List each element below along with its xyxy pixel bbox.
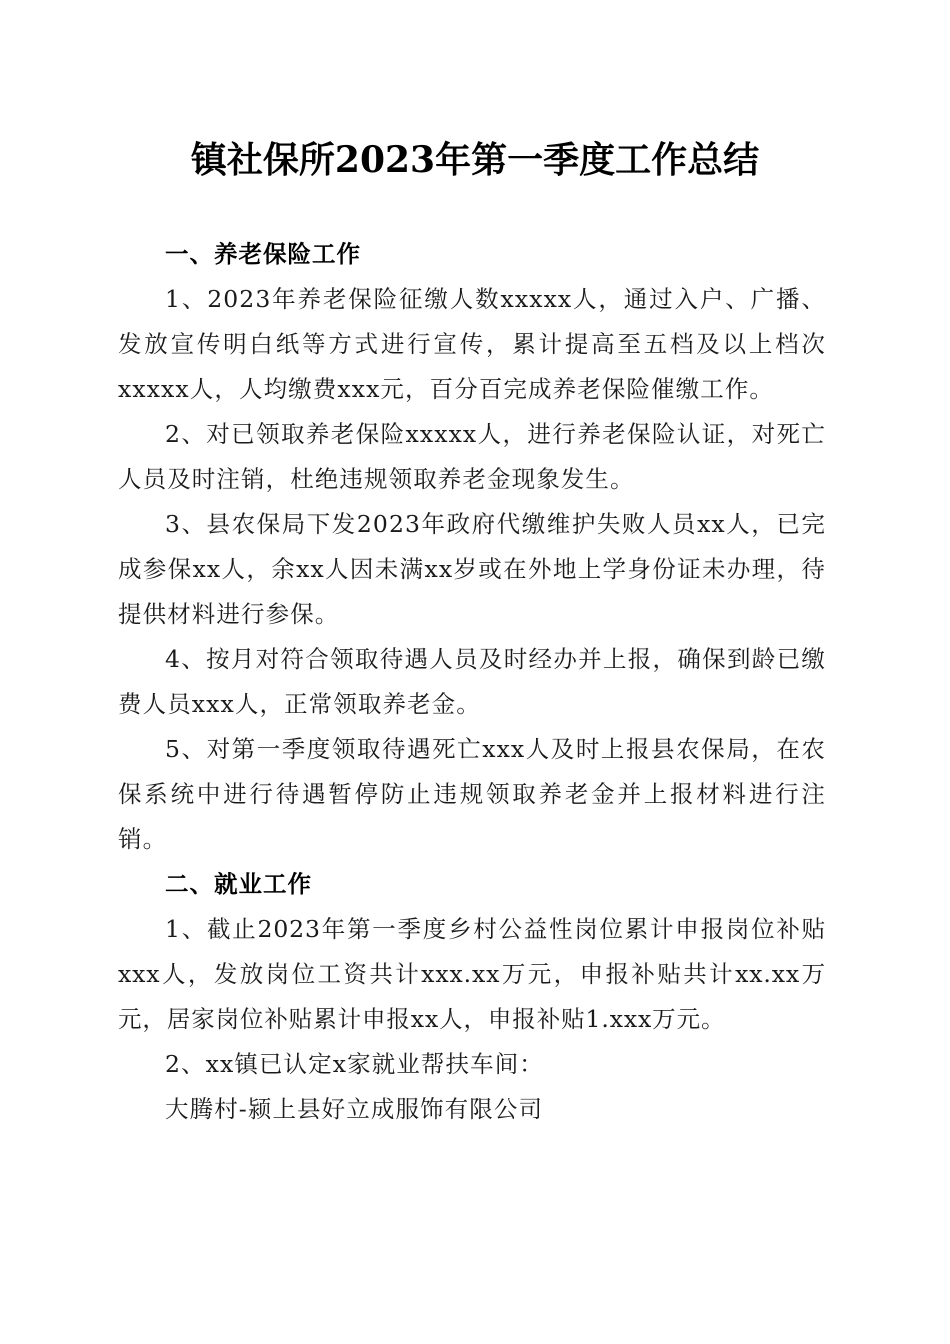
paragraph: 1、2023年养老保险征缴人数xxxxx人，通过入户、广播、发放宣传明白纸等方式进行宣传，累计提高至五档及以上档次xxxxx人，人均缴费xxx元，百分百完成养老保险催缴工作。 (118, 285, 826, 403)
paragraph: 4、按月对符合领取待遇人员及时经办并上报，确保到龄已缴费人员xxx人，正常领取养老金。 (118, 645, 826, 718)
document-title: 镇社保所2023年第一季度工作总结 (190, 139, 760, 181)
paragraph: 1、截止2023年第一季度乡村公益性岗位累计申报岗位补贴xxx人，发放岗位工资共计xxx.xx万元，申报补贴共计xx.xx万元，居家岗位补贴累计申报xx人，申报补贴1.xxx万元。 (118, 915, 826, 1033)
paragraph: 5、对第一季度领取待遇死亡xxx人及时上报县农保局，在农保系统中进行待遇暂停防止违规领取养老金并上报材料进行注销。 (118, 735, 826, 853)
section-heading-pension: 一、养老保险工作 (165, 240, 361, 268)
document-body (118, 232, 826, 1132)
paragraph: 3、县农保局下发2023年政府代缴维护失败人员xx人，已完成参保xx人，余xx人因未满xx岁或在外地上学身份证未办理，待提供材料进行参保。 (118, 510, 826, 628)
paragraph: 2、对已领取养老保险xxxxx人，进行养老保险认证，对死亡人员及时注销，杜绝违规领取养老金现象发生。 (118, 420, 826, 493)
paragraph: 大腾村-颍上县好立成服饰有限公司 (165, 1095, 544, 1123)
paragraph: 2、xx镇已认定x家就业帮扶车间： (165, 1050, 544, 1078)
section-heading-employment: 二、就业工作 (165, 870, 312, 898)
